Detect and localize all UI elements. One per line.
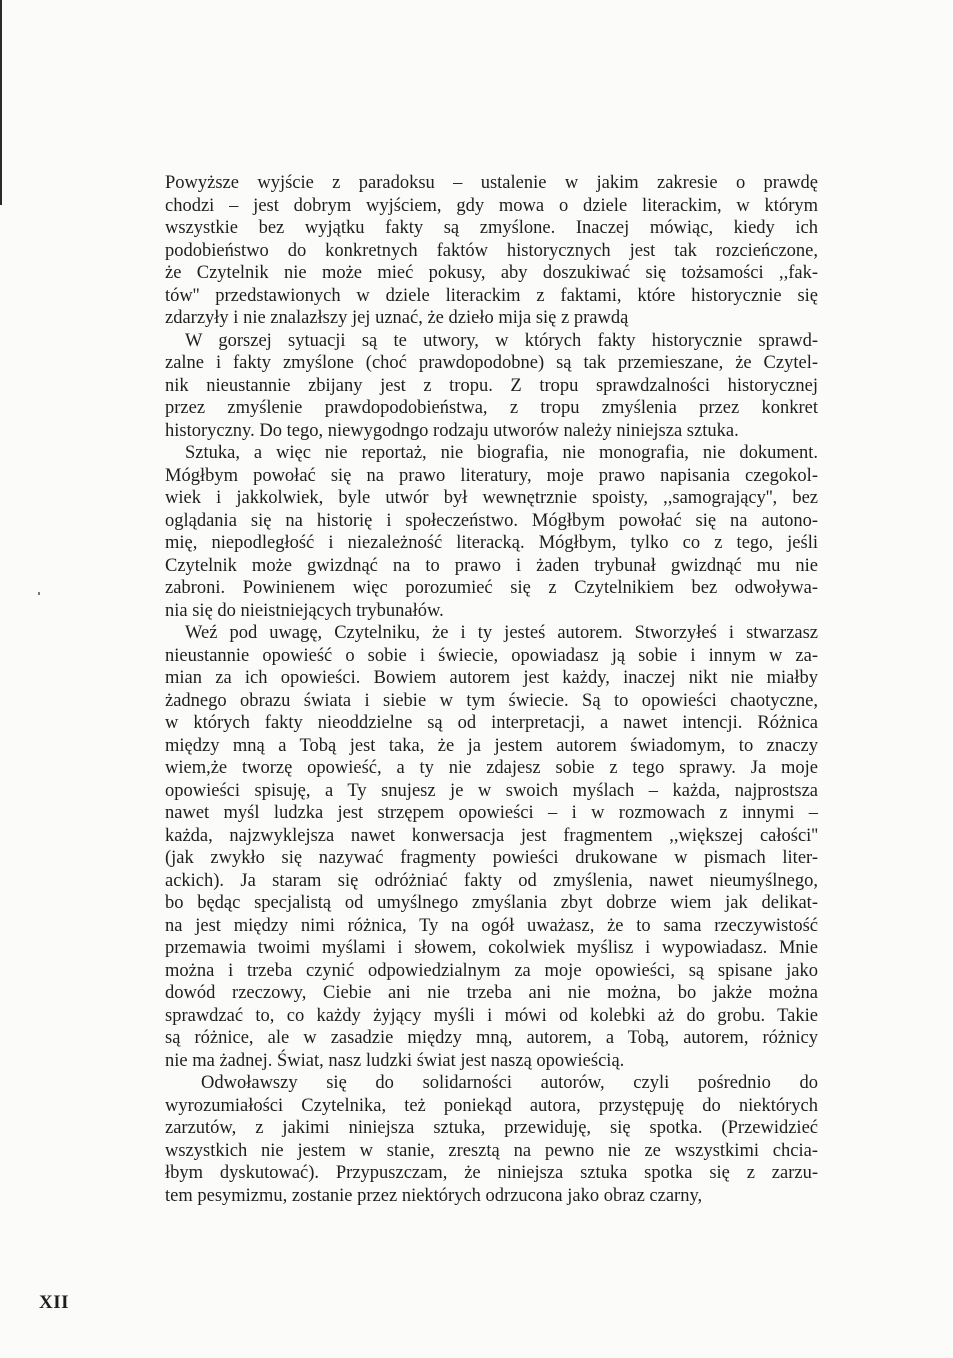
text-line: tem pesymizmu, zostanie przez niektórych odrzucona jako obraz czarny, (165, 1185, 703, 1206)
text-line: między mną a Tobą jest taka, że ja jestem autorem świadomym, to znaczy (165, 735, 818, 756)
margin-mark (38, 592, 40, 595)
text-line: zdarzyły i nie znalazłszy jej uznać, że dzieło mija się z prawdą (165, 308, 629, 328)
text-line: sprawdzać to, co każdy żyjący myśli i mówi od kolebki aż do grobu. Takie (165, 1005, 818, 1026)
text-line: nie ma żadnej. Świat, nasz ludzki świat jest naszą opowieścią. (165, 1050, 625, 1071)
text-line: tów'' przedstawionych w dziele literackim z faktami, które historycznie się (165, 285, 818, 306)
text-line: zarzutów, z jakimi niniejsza sztuka, przewiduję, się spotka. (Przewidzieć (165, 1118, 818, 1138)
text-line: żadnego obrazu świata i siebie w tym świecie. Są to opowieści chaotyczne, (165, 690, 818, 711)
text-line: Powyższe wyjście z paradoksu – ustalenie w jakim zakresie o prawdę (165, 173, 818, 193)
paragraph (165, 1072, 818, 1207)
text-line: wszystkich nie jestem w stanie, zresztą na pewno nie ze wszystkimi chcia- (165, 1140, 818, 1161)
text-line: Sztuka, a więc nie reportaż, nie biografia, nie monografia, nie dokument. (185, 443, 818, 463)
page-edge-rule (0, 0, 2, 205)
text-line: wiek i jakkolwiek, byle utwór był wewnętrznie spoisty, ,,samogrający'', bez (165, 488, 818, 508)
paragraph (165, 442, 818, 622)
text-line: w których fakty nieoddzielne są od interpretacji, a nawet intencji. Różnica (165, 713, 818, 733)
text-line: chodzi – jest dobrym wyjściem, gdy mowa o dziele literackim, w którym (165, 195, 818, 216)
paragraph (165, 622, 818, 1072)
text-line: dowód rzeczowy, Ciebie ani nie trzeba ani nie można, bo jakże można (165, 983, 818, 1003)
text-line: podobieństwo do konkretnych faktów historycznych jest tak rozcieńczone, (165, 240, 818, 261)
text-line: ackich). Ja staram się odróżniać fakty od zmyślenia, nawet nieumyślnego, (165, 870, 818, 891)
body-text (165, 172, 818, 1207)
text-line: zabroni. Powinienem więc porozumieć się z Czytelnikiem bez odwoływa- (165, 578, 818, 598)
text-line: nia się do nieistniejących trybunałów. (165, 600, 444, 621)
paragraph (165, 330, 818, 443)
text-line: nieustannie opowieść o sobie i świecie, opowiadasz ją sobie i innym w za- (165, 645, 818, 666)
text-line: nawet myśl ludzka jest strzępem opowieści – i w rozmowach z innymi – (165, 803, 818, 823)
text-line: przez zmyślenie prawdopodobieństwa, z tropu zmyślenia przez konkret (165, 398, 818, 418)
text-line: każda, najzwyklejsza nawet konwersacja jest fragmentem ,,większej całości'' (165, 825, 818, 846)
text-line: bo będąc specjalistą od umyślnego zmyślania zbyt dobrze wiem jak delikat- (165, 893, 818, 913)
text-line: zalne i fakty zmyślone (choć prawdopodobne) są tak przemieszane, że Czytel- (165, 353, 818, 373)
text-line: (jak zwykło się nazywać fragmenty powieści drukowane w pismach liter- (165, 848, 818, 868)
text-line: mian za ich opowieści. Bowiem autorem jest każdy, inaczej nikt nie miałby (165, 668, 818, 688)
text-line: Odwoławszy się do solidarności autorów, czyli pośrednio do (201, 1073, 818, 1093)
text-line: W gorszej sytuacji są te utwory, w których fakty historycznie sprawd- (185, 330, 818, 351)
text-line: że Czytelnik nie może mieć pokusy, aby doszukiwać się tożsamości ,,fak- (165, 263, 818, 283)
text-line: łbym dyskutować). Przypuszczam, że niniejsza sztuka spotka się z zarzu- (165, 1163, 818, 1183)
text-line: opowieści spisuję, a Ty snujesz je w swoich myślach – każda, najprostsza (165, 780, 818, 801)
text-line: wiem,że tworzę opowieść, a ty nie zdajesz sobie z tego sprawy. Ja moje (165, 758, 818, 778)
text-line: oglądania się na historię i społeczeństwo. Mógłbym powołać się na autono- (165, 510, 818, 531)
text-line: Weź pod uwagę, Czytelniku, że i ty jesteś autorem. Stworzyłeś i stwarzasz (185, 623, 818, 643)
text-line: na jest między nimi różnica, Ty na ogół uważasz, że to sama rzeczywistość (165, 915, 818, 936)
text-line: można i trzeba czynić odpowiedzialnym za moje opowieści, są spisane jako (165, 960, 818, 981)
text-line: mię, niepodległość i niezależność literacką. Mógłbym, tylko co z tego, jeśli (165, 533, 818, 553)
text-line: wszystkie bez wyjątku fakty są zmyślone. Inaczej mówiąc, kiedy ich (165, 218, 818, 238)
paragraph (165, 172, 818, 330)
text-line: Czytelnik może gwizdnąć na to prawo i żaden trybunał gwizdnąć mu nie (165, 555, 818, 576)
page-number: XII (39, 1292, 70, 1313)
text-line: są różnice, ale w zasadzie między mną, autorem, a Tobą, autorem, różnicy (165, 1028, 818, 1048)
text-line: wyrozumiałości Czytelnika, też poniekąd autora, przystępuję do niektórych (165, 1095, 818, 1116)
text-line: historyczny. Do tego, niewygodngo rodzaju utworów należy niniejsza sztuka. (165, 420, 739, 441)
text-line: przemawia twoimi myślami i słowem, cokolwiek myślisz i wypowiadasz. Mnie (165, 938, 818, 958)
text-line: nik nieustannie zbijany jest z tropu. Z tropu sprawdzalności historycznej (165, 375, 818, 396)
text-line: Mógłbym powołać się na prawo literatury, moje prawo napisania czegokol- (165, 465, 818, 486)
